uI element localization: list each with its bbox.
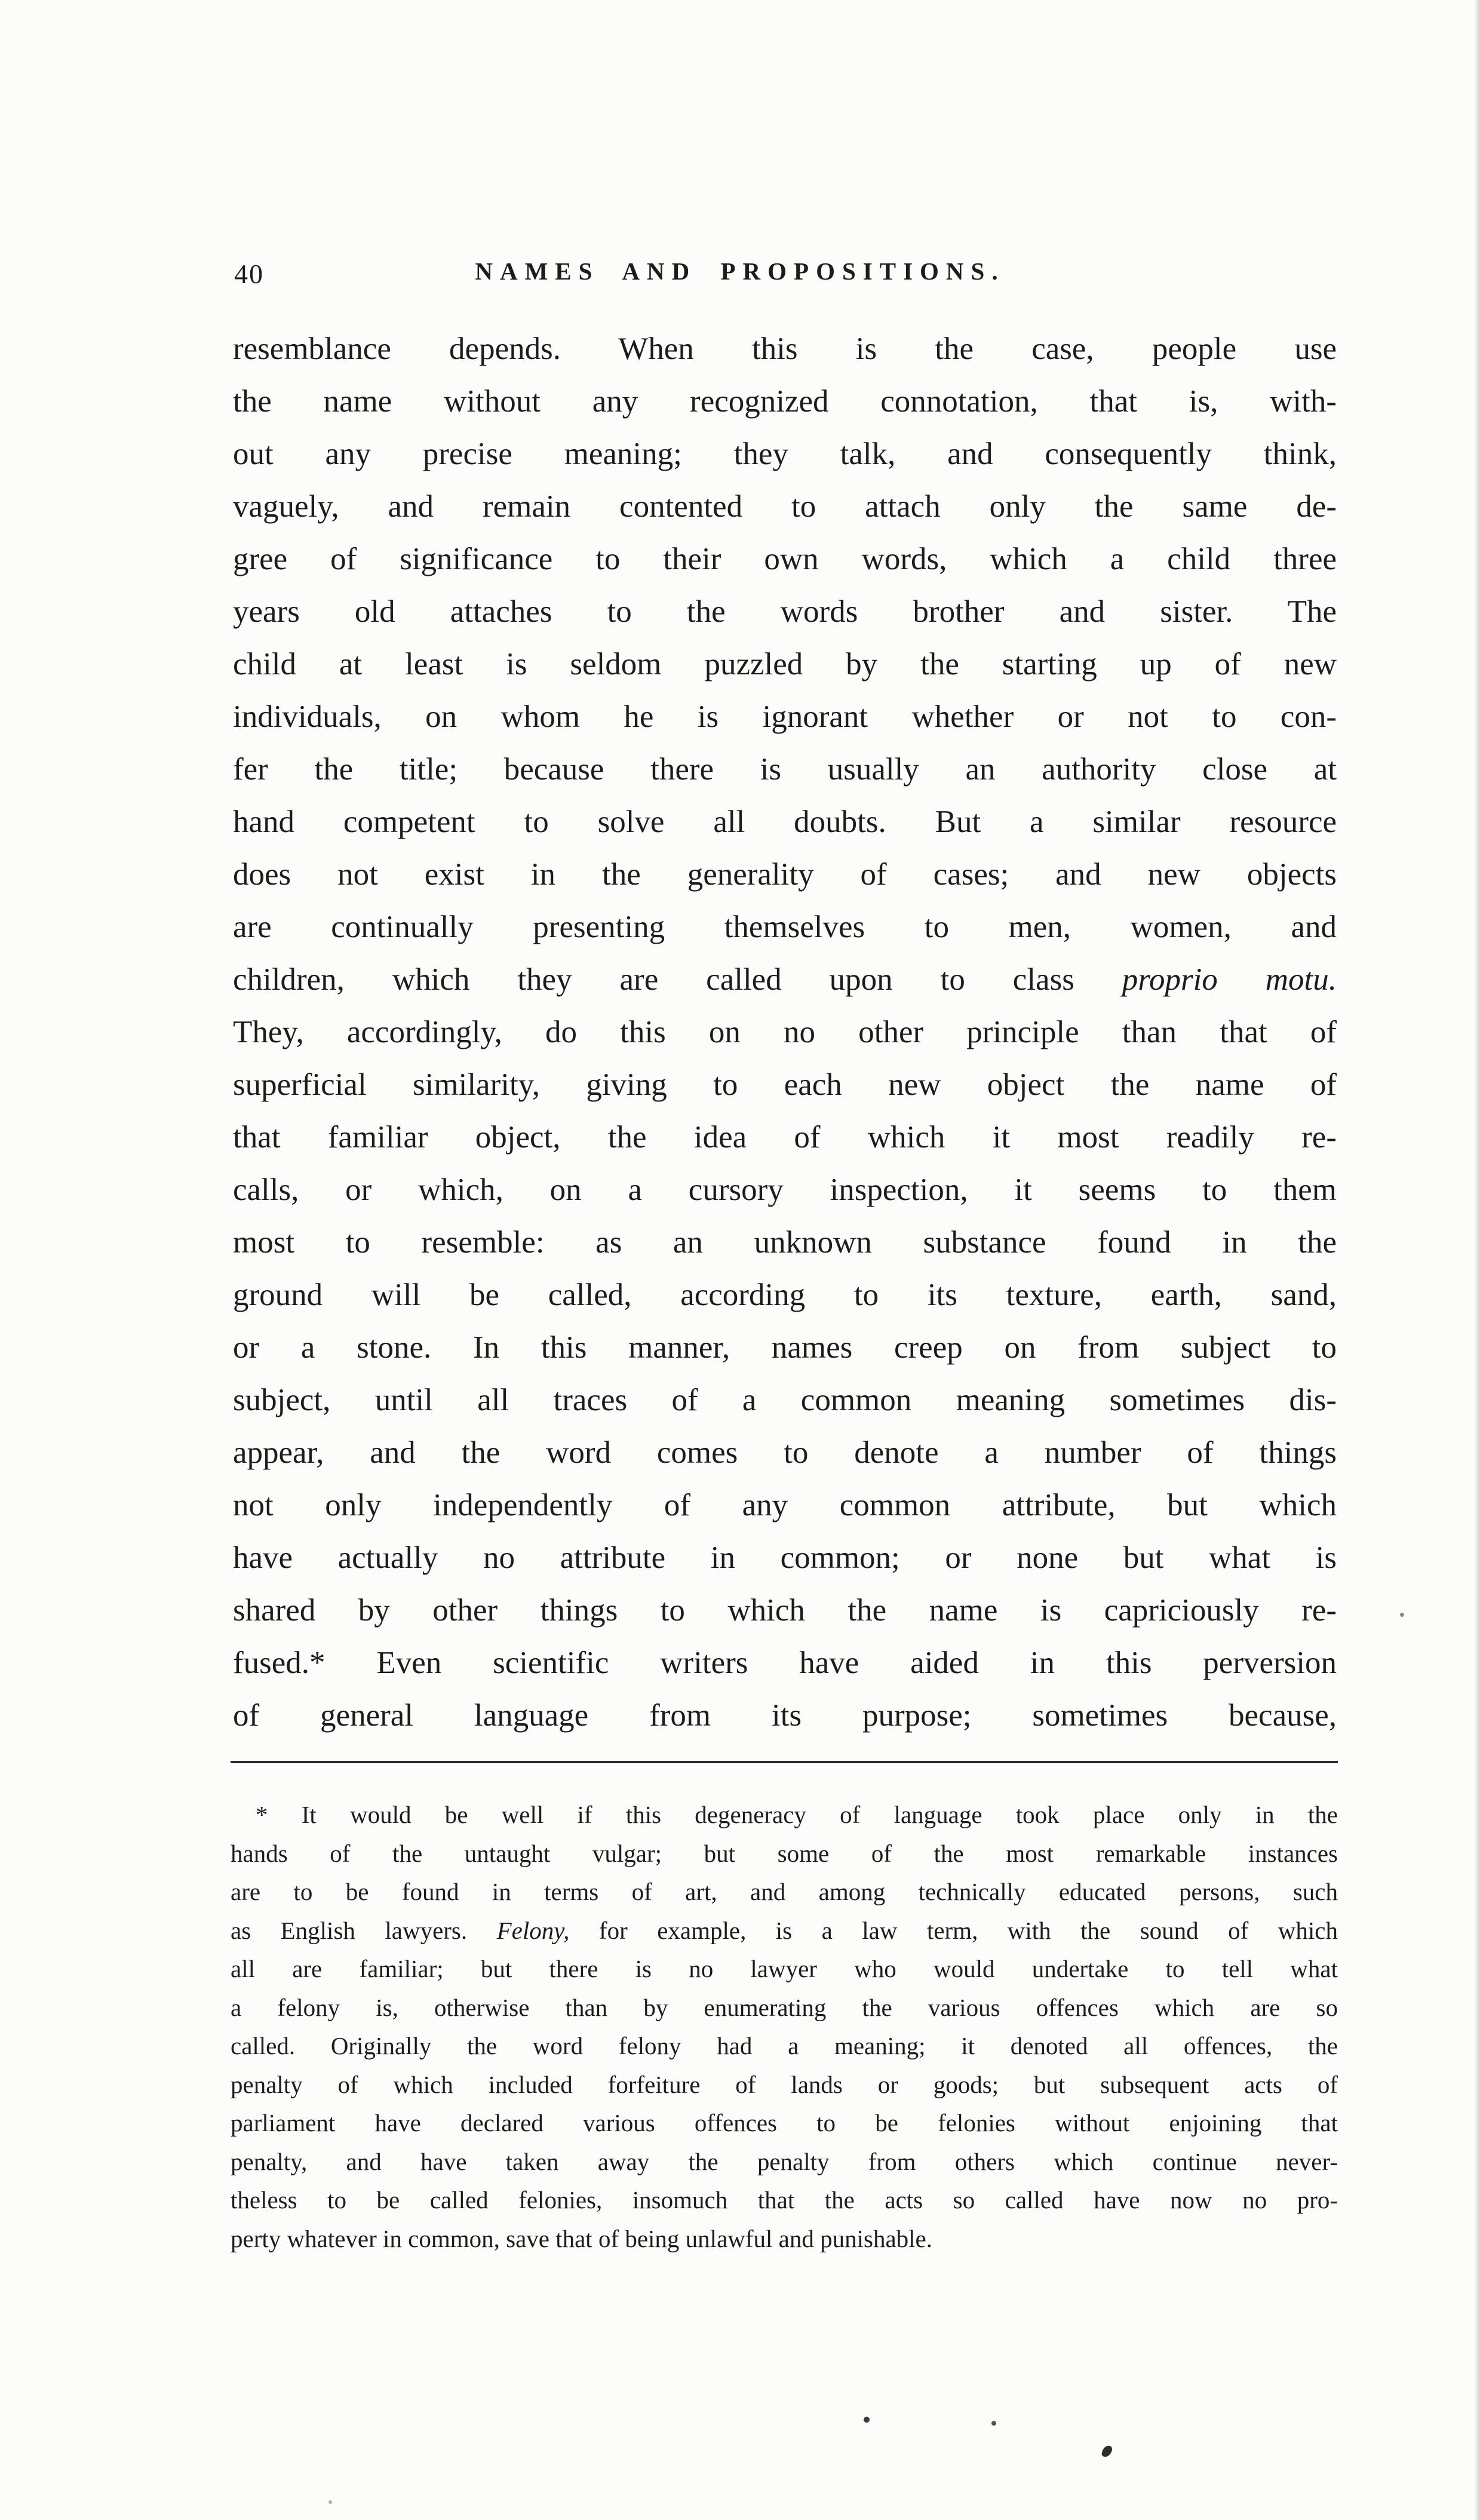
body-text-line: resemblance depends. When this is the case, people use [233,332,1337,366]
body-text-line: hand competent to solve all doubts. But a similar resource [233,805,1337,839]
footnote-separator-rule [231,1761,1338,1763]
body-text-line: that familiar object, the idea of which it most readily re- [233,1120,1337,1155]
footnote [231,1795,1338,2258]
page-header [0,257,1480,293]
body-text-line: shared by other things to which the name is capriciously re- [233,1593,1337,1628]
page-number: 40 [234,259,264,289]
body-text-line: They, accordingly, do this on no other principle than that of [233,1015,1337,1049]
body-text-line: of general language from its purpose; sometimes because, [233,1698,1337,1733]
body-text-line: fused.* Even scientific writers have aided in this perversion [233,1646,1337,1680]
footnote-line: as English lawyers. Felony, for example, is a law term, with the sound of which [231,1916,1338,1944]
body-text-line: individuals, on whom he is ignorant whether or not to con- [233,699,1337,734]
scan-speck [991,2421,996,2426]
footnote-line: a felony is, otherwise than by enumerating the various offences which are so [231,1993,1338,2021]
body-text-line: superficial similarity, giving to each new object the name of [233,1067,1337,1102]
body-text-line: child at least is seldom puzzled by the starting up of new [233,647,1337,682]
body-text-line: vaguely, and remain contented to attach only the same de- [233,489,1337,524]
scan-speck [1400,1613,1404,1617]
scan-speck [864,2417,870,2423]
body-text-line: does not exist in the generality of cases; and new objects [233,857,1337,892]
body-text-line: subject, until all traces of a common meaning sometimes dis- [233,1383,1337,1417]
body-text-line: the name without any recognized connotation, that is, with- [233,384,1337,419]
body-text-line: most to resemble: as an unknown substance found in the [233,1225,1337,1260]
body-text-line: calls, or which, on a cursory inspection, it seems to them [233,1172,1337,1207]
body-text-line: not only independently of any common attribute, but which [233,1488,1337,1523]
body-text-line: appear, and the word comes to denote a number of things [233,1435,1337,1470]
body-text-line: are continually presenting themselves to men, women, and [233,910,1337,944]
footnote-line: perty whatever in common, save that of being unlawful and punishable. [231,2224,933,2252]
body-text-line: or a stone. In this manner, names creep on from subject to [233,1330,1337,1365]
footnote-line: hands of the untaught vulgar; but some of the most remarkable instances [231,1839,1338,1867]
body-text-line: children, which they are called upon to class proprio motu. [233,962,1337,997]
footnote-line: called. Originally the word felony had a meaning; it denoted all offences, the [231,2032,1338,2059]
body-text [233,323,1337,1742]
footnote-line: all are familiar; but there is no lawyer who would undertake to tell what [231,1955,1338,1982]
footnote-line: penalty, and have taken away the penalty from others which continue never- [231,2147,1338,2175]
footnote-line: * It would be well if this degeneracy of language took place only in the [256,1801,1338,1828]
body-text-line: years old attaches to the words brother and sister. The [233,594,1337,629]
footnote-line: theless to be called felonies, insomuch that the acts so called have now no pro- [231,2186,1338,2214]
body-text-line: have actually no attribute in common; or none but what is [233,1540,1337,1575]
running-header-title: NAMES AND PROPOSITIONS. [475,257,1005,285]
body-text-line: gree of significance to their own words, which a child three [233,542,1337,576]
footnote-line: parliament have declared various offences to be felonies without enjoining that [231,2109,1338,2137]
body-text-line: out any precise meaning; they talk, and consequently think, [233,437,1337,471]
scan-speck [1101,2444,1113,2458]
body-text-line: ground will be called, according to its texture, earth, sand, [233,1278,1337,1312]
body-text-line: fer the title; because there is usually an authority close at [233,752,1337,787]
scan-speck [328,2500,332,2504]
footnote-line: are to be found in terms of art, and among technically educated persons, such [231,1878,1338,1905]
footnote-line: penalty of which included forfeiture of lands or goods; but subsequent acts of [231,2070,1338,2098]
